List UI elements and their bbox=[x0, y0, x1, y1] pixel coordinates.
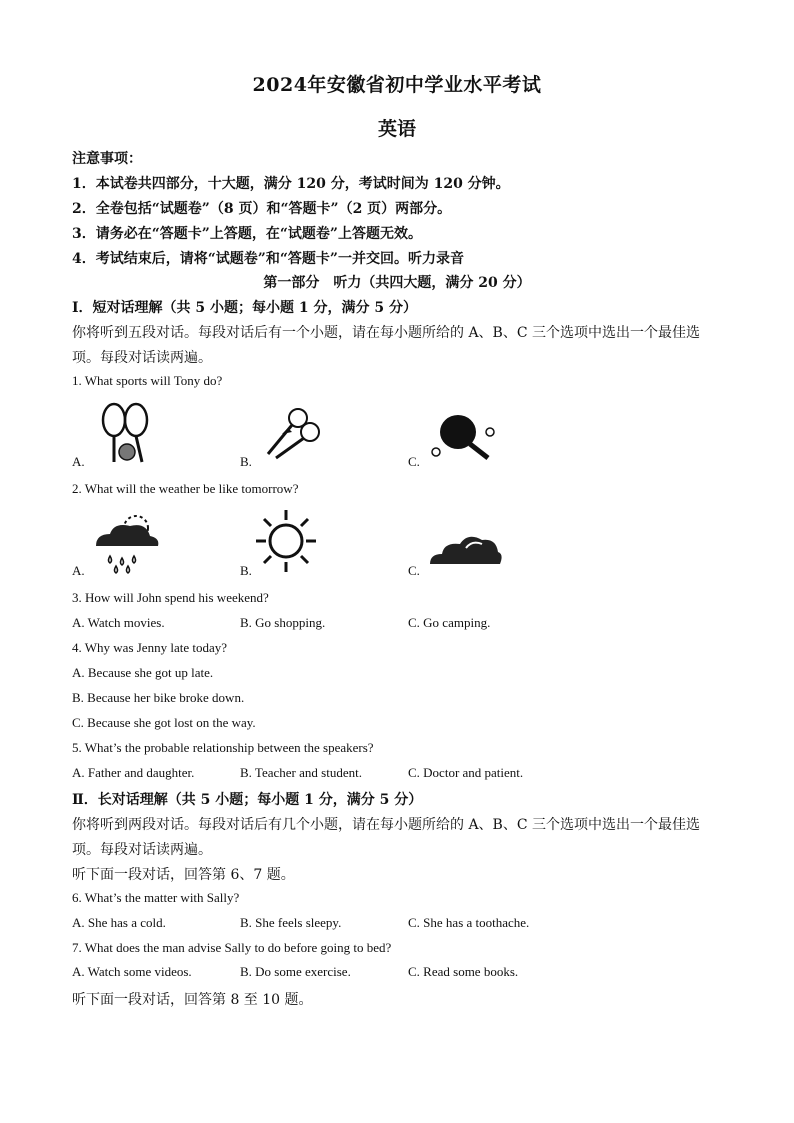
q4-option-b: B. Because her bike broke down. bbox=[72, 690, 245, 705]
rain-cloud-icon bbox=[88, 512, 162, 574]
q2-option-b: B. bbox=[240, 563, 252, 578]
q1-option-b: B. bbox=[240, 454, 252, 469]
question-3-stem: 3. How will John spend his weekend? bbox=[72, 590, 269, 605]
question-5-stem: 5. What’s the probable relationship between the speakers? bbox=[72, 740, 374, 755]
q7-option-b: B. Do some exercise. bbox=[240, 964, 351, 979]
q6-option-b: B. She feels sleepy. bbox=[240, 915, 342, 930]
q7-option-a: A. Watch some videos. bbox=[72, 964, 192, 979]
section2-instructions: 你将听到两段对话。每段对话后有几个小题，请在每小题所给的 A、B、C 三个选项中选出一个最佳选 bbox=[72, 817, 701, 833]
question-2-stem: 2. What will the weather be like tomorrow? bbox=[72, 481, 299, 496]
q3-option-a: A. Watch movies. bbox=[72, 615, 165, 630]
q6-option-a: A. She has a cold. bbox=[72, 915, 166, 930]
q5-option-c: C. Doctor and patient. bbox=[408, 765, 524, 780]
badminton-icon bbox=[262, 404, 322, 462]
subject-title: 英语 bbox=[377, 118, 416, 140]
notice-item: 3．请务必在“答题卡”上答题，在“试题卷”上答题无效。 bbox=[72, 226, 422, 242]
q5-option-b: B. Teacher and student. bbox=[240, 765, 362, 780]
q3-option-b: B. Go shopping. bbox=[240, 615, 326, 630]
notice-item: 2．全卷包括“试题卷”（8 页）和“答题卡”（2 页）两部分。 bbox=[72, 201, 452, 217]
notice-heading: 注意事项： bbox=[72, 151, 142, 167]
dialog2-intro: 听下面一段对话，回答第 8 至 10 题。 bbox=[72, 992, 313, 1008]
sun-icon bbox=[254, 508, 318, 574]
cloudy-icon bbox=[426, 528, 502, 572]
notice-item: 4．考试结束后，请将“试题卷”和“答题卡”一并交回。听力录音 bbox=[72, 251, 464, 267]
part1-heading: 第一部分 听力（共四大题，满分 20 分） bbox=[263, 275, 531, 291]
q3-option-c: C. Go camping. bbox=[408, 615, 491, 630]
question-7-stem: 7. What does the man advise Sally to do before going to bed? bbox=[72, 940, 392, 955]
q4-option-c: C. Because she got lost on the way. bbox=[72, 715, 256, 730]
ping-pong-icon bbox=[428, 412, 496, 462]
q6-option-c: C. She has a toothache. bbox=[408, 915, 530, 930]
section2-heading: Ⅱ．长对话理解（共 5 小题；每小题 1 分，满分 5 分） bbox=[72, 792, 423, 808]
q2-option-a: A. bbox=[72, 563, 85, 578]
q7-option-c: C. Read some books. bbox=[408, 964, 519, 979]
notice-item: 1．本试卷共四部分，十大题，满分 120 分，考试时间为 120 分钟。 bbox=[72, 176, 510, 192]
section1-instructions-cont: 项。每段对话读两遍。 bbox=[72, 350, 212, 366]
dialog1-intro: 听下面一段对话，回答第 6、7 题。 bbox=[72, 867, 295, 883]
q2-option-c: C. bbox=[408, 563, 420, 578]
section1-heading: I．短对话理解（共 5 小题；每小题 1 分，满分 5 分） bbox=[72, 300, 418, 316]
question-1-stem: 1. What sports will Tony do? bbox=[72, 373, 223, 388]
tennis-rackets-icon bbox=[96, 400, 158, 466]
q1-option-c: C. bbox=[408, 454, 420, 469]
exam-title: 2024年安徽省初中学业水平考试 bbox=[252, 74, 542, 96]
question-6-stem: 6. What’s the matter with Sally? bbox=[72, 890, 240, 905]
q5-option-a: A. Father and daughter. bbox=[72, 765, 195, 780]
q1-option-a: A. bbox=[72, 454, 85, 469]
section1-instructions: 你将听到五段对话。每段对话后有一个小题，请在每小题所给的 A、B、C 三个选项中选出一个最佳选 bbox=[72, 325, 701, 341]
question-4-stem: 4. Why was Jenny late today? bbox=[72, 640, 227, 655]
section2-instructions-cont: 项。每段对话读两遍。 bbox=[72, 842, 212, 858]
q4-option-a: A. Because she got up late. bbox=[72, 665, 214, 680]
